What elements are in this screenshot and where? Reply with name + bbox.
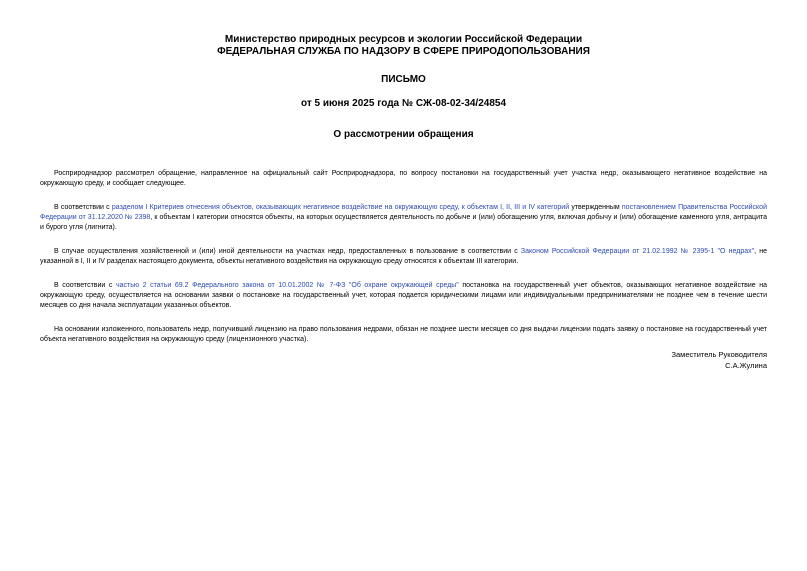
document-subject: О рассмотрении обращения: [333, 129, 474, 140]
paragraph-4-text-a: В соответствии с: [54, 282, 116, 289]
document-date-number: от 5 июня 2025 года № СЖ-08-02-34/24854: [300, 98, 507, 109]
paragraph-4: [40, 281, 767, 311]
paragraph-2-text-b: утвержденным: [569, 204, 622, 211]
paragraph-3-text-b: , не указанной в I, II и IV разделах настоящего документа, объекты негативного воздействия на окружающую среду относятся к объектам III категории.: [40, 248, 767, 265]
signer-name: С.А.Жулина: [725, 361, 767, 370]
paragraph-2-text-a: В соответствии с: [54, 204, 112, 211]
ministry-name: Министерство природных ресурсов и экологии Российской Федерации: [224, 34, 583, 45]
paragraph-2-text-c: , к объектам I категории относятся объекты, на которых осуществляется деятельность по добыче и (или) обогащению угля, включая добычу и (или) обогащение каменного угля, антрацита и бурого угля (лигнита).: [40, 214, 767, 231]
paragraph-4-text-b: постановка на государственный учет объектов, оказывающих негативное воздействие на окружающую среду, осуществляется на основании заявки о постановке на государственный учет, которая подается юридическими лицами или индивидуальными предпринимателями не позднее чем в течение шести месяцев со дня начала эксплуатации указанных объектов.: [40, 282, 768, 309]
service-name: ФЕДЕРАЛЬНАЯ СЛУЖБА ПО НАДЗОРУ В СФЕРЕ ПРИРОДОПОЛЬЗОВАНИЯ: [217, 46, 590, 57]
link-law-on-subsoil[interactable]: Законом Российской Федерации от 21.02.1992 № 2395-1 "О недрах": [520, 248, 755, 255]
link-criteria-section[interactable]: разделом I Критериев отнесения объектов, оказывающих негативное воздействие на окружающую среду, к объектам I, II, III и IV категорий: [111, 204, 570, 211]
link-federal-law-environment[interactable]: частью 2 статьи 69.2 Федерального закона от 10.01.2002 № 7-ФЗ "Об охране окружающей среды": [115, 282, 459, 289]
link-government-resolution[interactable]: постановлением Правительства Российской Федерации от 31.12.2020 № 2398: [40, 204, 767, 221]
signer-position: Заместитель Руководителя: [671, 350, 767, 359]
paragraph-3-text-a: В случае осуществления хозяйственной и (или) иной деятельности на участках недр, предоставленных в пользование в соответствии с: [54, 248, 521, 255]
signature-block: [671, 349, 767, 371]
paragraph-1: Росприроднадзор рассмотрел обращение, направленное на официальный сайт Росприроднадзора, по вопросу постановки на государственный учет участка недр, оказывающего негативное воздействие на окружающую среду, и сообщает следующее.: [40, 170, 767, 187]
paragraph-2: [40, 203, 767, 233]
paragraph-5: На основании изложенного, пользователь недр, получивший лицензию на право пользования недрами, обязан не позднее шести месяцев со дня выдачи лицензии подать заявку о постановке на государственный учет объекта негативного воздействия на окружающую среду (лицензионного участка).: [40, 326, 767, 343]
paragraph-3: [40, 247, 767, 267]
document-type: ПИСЬМО: [381, 74, 426, 85]
letter-body: [40, 169, 767, 345]
